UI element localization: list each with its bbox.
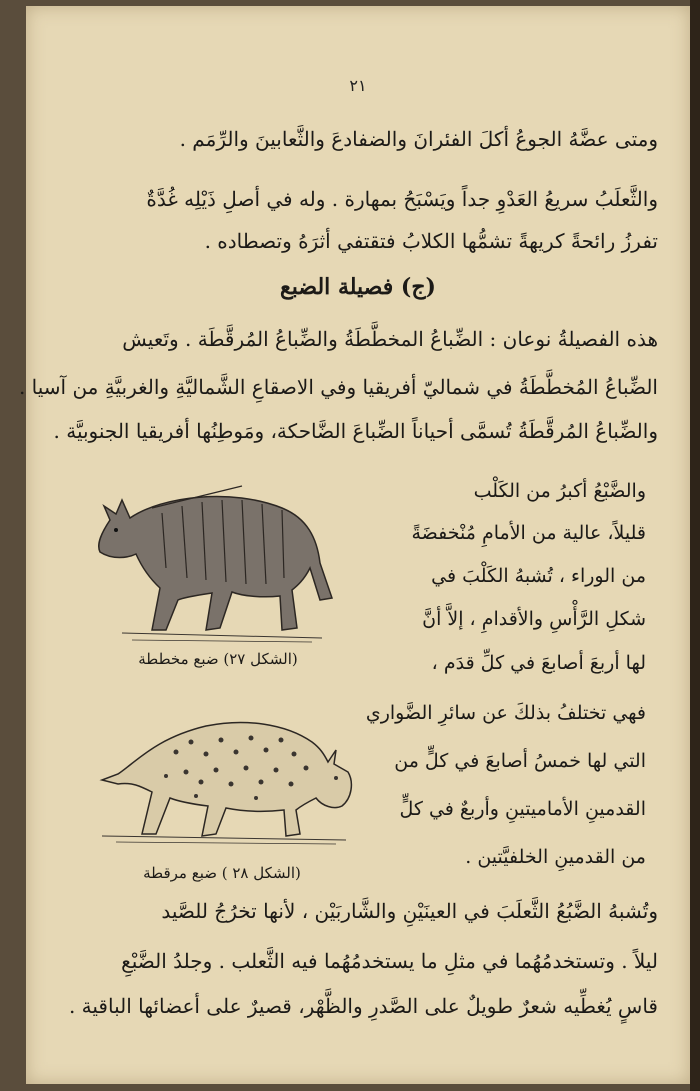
text-line: ومتى عضَّهُ الجوعُ أكلَ الفئرانَ والضفادعَ والثَّعابينَ والرِّمَم . xyxy=(179,127,658,151)
side-text-line: لها أربعَ أصابعَ في كلِّ قدَم ، xyxy=(431,652,646,674)
striped-hyena-illustration xyxy=(92,468,342,648)
text-line: والضِّباعُ المُرقَّطَةُ تُسمَّى أحياناً الضِّباعَ الضَّاحكة، ومَوطِنُها أفريقيا الجنوبيَّة . xyxy=(53,419,658,443)
book-page xyxy=(18,6,690,1084)
side-text-line: من القدمينِ الخلفيَّتين . xyxy=(465,846,646,868)
text-line: الضِّباعُ المُخطَّطَةُ في شماليّ أفريقيا وفي الاصقاعِ الشَّماليَّةِ والغربيَّةِ من آسيا . xyxy=(18,375,658,399)
side-text-line: القدمينِ الأماميتينِ وأربعٌ في كلٍّ xyxy=(399,798,646,820)
book-edge xyxy=(690,0,700,1091)
spotted-hyena-illustration xyxy=(96,702,356,852)
text-line: والثَّعلَبُ سريعُ العَدْوِ جداً ويَسْبَحُ بمهارة . وله في أصلِ ذَيْلِه غُدَّةٌ xyxy=(146,187,658,211)
section-heading: (ج) فصيلة الضبع xyxy=(280,274,436,300)
text-line: قاسٍ يُغطِّيه شعرٌ طويلٌ على الصَّدرِ والظَّهْر، قصيرٌ على أعضائها الباقية . xyxy=(68,994,658,1018)
side-text-line: والضَّبْعُ أكبرُ من الكَلْب xyxy=(473,480,646,502)
side-text-line: التي لها خمسُ أصابعَ في كلٍّ من xyxy=(394,750,646,772)
figure-27-caption: (الشكل ٢٧) ضبع مخططة xyxy=(138,650,298,668)
text-line: ليلاً . وتستخدمُهُما في مثلِ ما يستخدمُهُما فيه الثَّعلب . وجلدُ الضَّبْعِ xyxy=(121,949,658,973)
text-line: تفرزُ رائحةً كريهةً تشمُّها الكلابُ فتقتفي أثرَهُ وتصطاده . xyxy=(204,229,658,253)
side-text-line: من الوراء ، تُشبهُ الكَلْبَ في xyxy=(431,565,646,587)
text-line: هذه الفصيلةُ نوعان : الضِّباعُ المخطَّطَةُ والضِّباعُ المُرقَّطَة . وتَعيش xyxy=(122,327,658,351)
page-number: ٢١ xyxy=(349,76,367,95)
figure-28-caption: (الشكل ٢٨ ) ضبع مرقطة xyxy=(143,864,301,882)
side-text-line: شكلِ الرَّأْسِ والأقدامِ ، إلاَّ أنَّ xyxy=(422,608,646,630)
side-text-line: قليلاً، عالية من الأمامِ مُنْخفضَةً xyxy=(411,522,646,544)
text-line: وتُشبهُ الضَّبُعُ الثَّعلَبَ في العينَيْنِ والشَّاربَيْن ، لأنها تخرُجُ للصَّيد xyxy=(161,899,658,923)
side-text-line: فهي تختلفُ بذلكَ عن سائرِ الضَّواري xyxy=(365,702,646,724)
